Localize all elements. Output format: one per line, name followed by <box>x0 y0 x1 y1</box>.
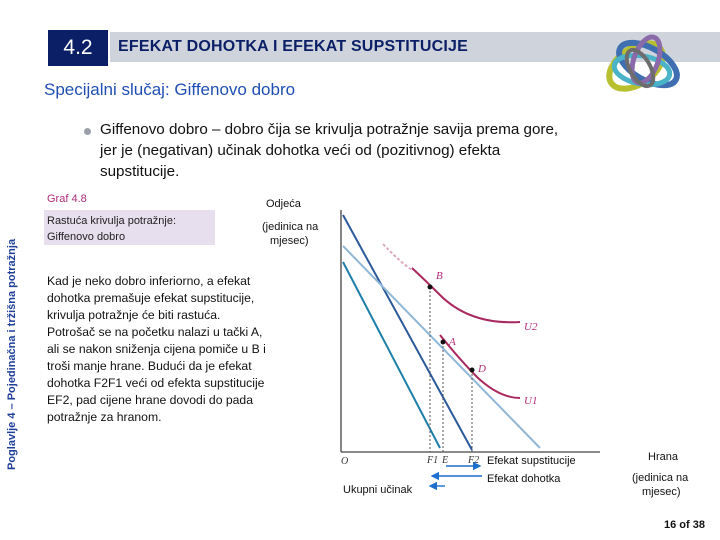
figure-caption: Rastuća krivulja potražnje: Giffenovo dobro <box>47 215 177 243</box>
x-axis-unit-line2: mjesec) <box>642 486 681 498</box>
y-axis-unit-line2: mjesec) <box>270 235 309 247</box>
x-axis-unit-line1: (jedinica na <box>632 472 689 484</box>
origin-label: O <box>341 456 349 467</box>
tick-e: E <box>442 455 449 466</box>
tick-f1: F1 <box>427 455 439 466</box>
page-title: EFEKAT DOHOTKA I EFEKAT SUPSTITUCIJE <box>118 38 469 55</box>
point-d-label: D <box>478 363 486 375</box>
u2-label: U2 <box>524 321 538 333</box>
indifference-curve-u2 <box>412 268 520 322</box>
x-axis-title: Hrana <box>648 451 678 463</box>
budget-line-original <box>343 215 472 450</box>
total-effect-label: Ukupni učinak <box>343 484 413 496</box>
point-b-label: B <box>436 270 443 282</box>
indifference-curve-u2-dashed <box>383 244 412 270</box>
substitution-effect-label: Efekat supstitucije <box>487 455 576 467</box>
point-a-label: A <box>449 336 456 348</box>
y-axis-title: Odjeća <box>266 198 301 210</box>
budget-line-new <box>343 262 440 448</box>
point-d <box>470 368 475 373</box>
tick-f2: F2 <box>468 455 480 466</box>
figure-description: Kad je neko dobro inferiorno, a efekat dohotka premašuje efekat supstitucije, krivulja potražnje će biti rastuća. Potrošač se na početku nalazi u tački A, ali se nakon sniženja cijena pomiče u B i troši manje hrane. Budući da je efekat dohotka F2F1 veći od efekta supstitucije EF2, pad cijene hrane dovodi do pada potražnje za hranom. <box>47 274 266 424</box>
bullet-text: Giffenovo dobro – dobro čija se krivulja potražnje savija prema gore, jer je (negativan) učinak dohotka veći od (pozitivnog) efekta supstitucije. <box>100 121 559 180</box>
page-number: 16 of 38 <box>664 519 705 531</box>
u1-label: U1 <box>524 395 538 407</box>
point-b <box>428 285 433 290</box>
subtitle: Specijalni slučaj: Giffenovo dobro <box>44 80 296 99</box>
income-effect-label: Efekat dohotka <box>487 473 561 485</box>
y-axis-unit-line1: (jedinica na <box>262 221 319 233</box>
chapter-side-label: Poglavlje 4 – Pojedinačna i tržišna potražnja <box>6 238 18 470</box>
section-number: 4.2 <box>48 30 108 66</box>
figure-number: Graf 4.8 <box>47 193 87 205</box>
point-a <box>441 340 446 345</box>
